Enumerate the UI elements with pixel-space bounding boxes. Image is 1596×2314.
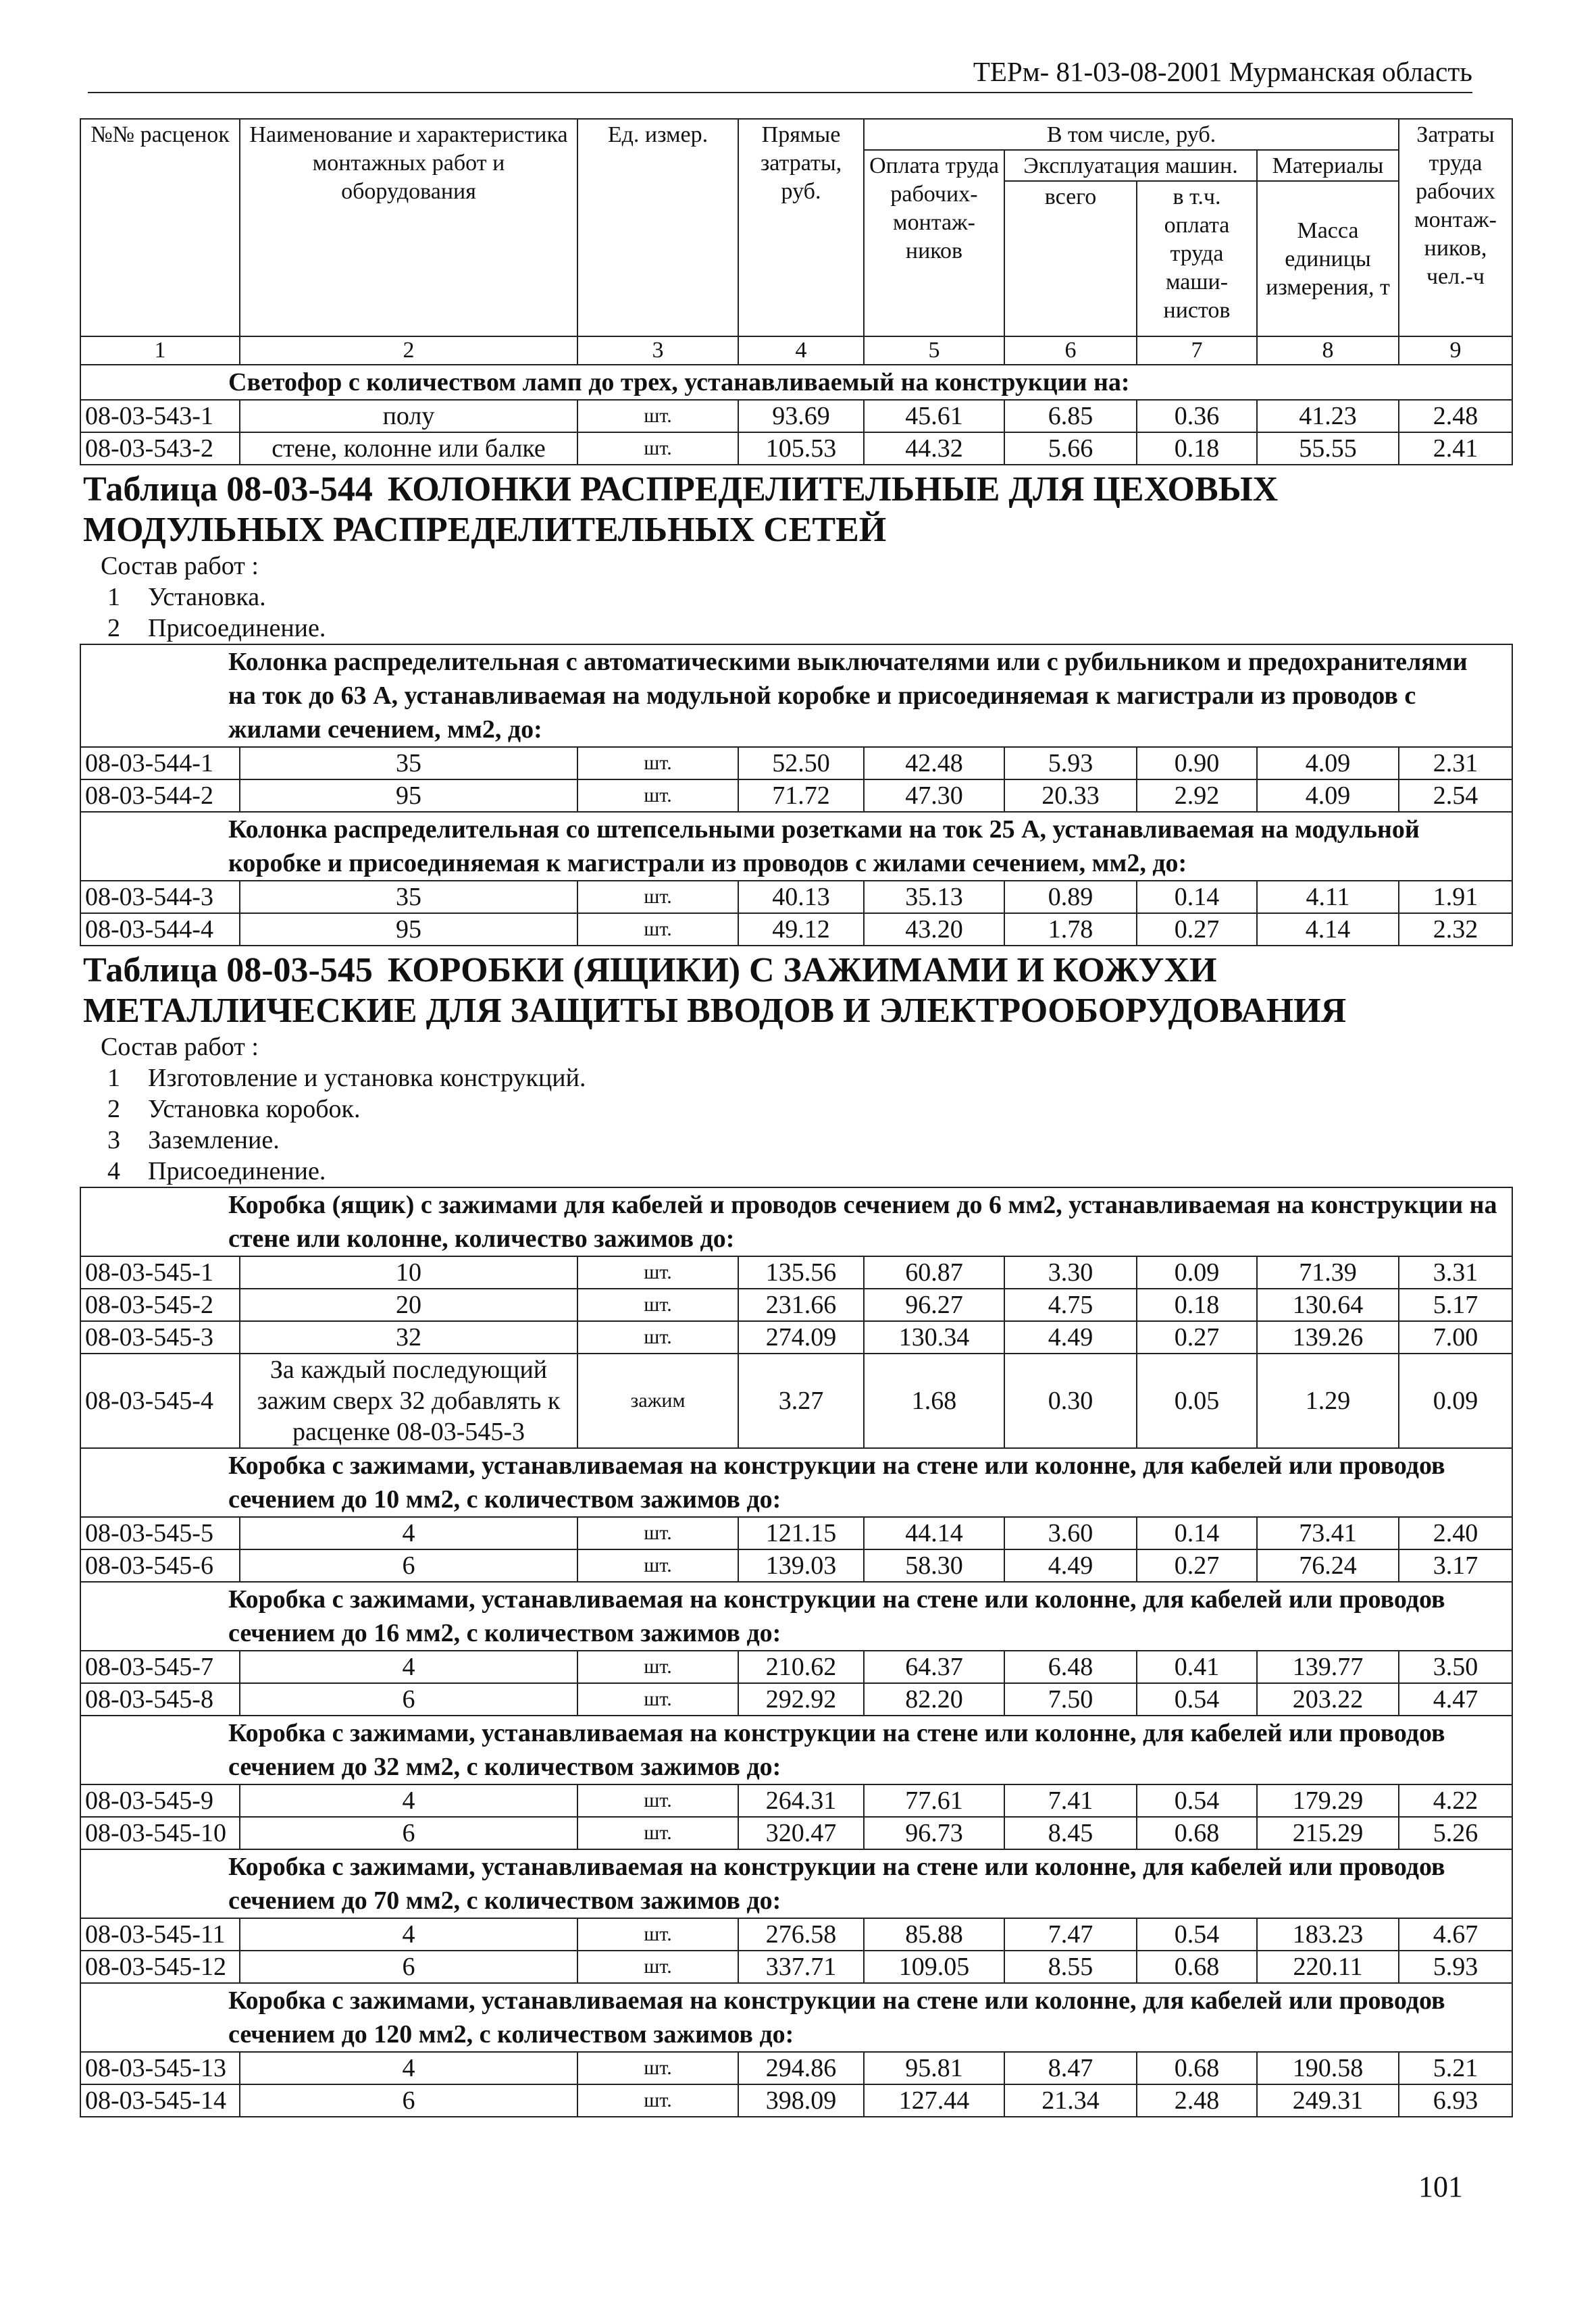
cell-machines-wages: 0.54 <box>1137 1784 1257 1817</box>
cell-machines-total: 6.48 <box>1004 1651 1137 1683</box>
section-heading: Коробка с зажимами, устанавливаемая на конструкции на стене или колонне, для кабелей или проводов сечением до 32 мм2, с количеством зажимов до: <box>80 1716 1512 1784</box>
price-table-sheet <box>80 118 1512 2117</box>
cell-wages: 96.27 <box>864 1289 1004 1321</box>
cell-labor-hours: 2.54 <box>1399 779 1512 812</box>
section-row <box>80 1716 1512 1784</box>
cell-unit: шт. <box>577 432 738 465</box>
cell-machines-wages: 0.14 <box>1137 1517 1257 1549</box>
cell-labor-hours: 2.32 <box>1399 913 1512 946</box>
section-heading: Коробка с зажимами, устанавливаемая на конструкции на стене или колонне, для кабелей или проводов сечением до 120 мм2, с количеством зажимов до: <box>80 1983 1512 2052</box>
cell-mass: 4.11 <box>1257 881 1399 913</box>
cell-mass: 139.77 <box>1257 1651 1399 1683</box>
cell-machines-wages: 2.48 <box>1137 2084 1257 2117</box>
section-row <box>80 1983 1512 2052</box>
column-number: 6 <box>1004 336 1137 365</box>
cell-unit: шт. <box>577 1683 738 1716</box>
cell-labor-hours: 3.17 <box>1399 1549 1512 1582</box>
cell-rate-code: 08-03-545-14 <box>80 2084 240 2117</box>
table-row <box>80 1517 1512 1549</box>
cell-rate-code: 08-03-544-2 <box>80 779 240 812</box>
cell-machines-total: 0.30 <box>1004 1354 1137 1448</box>
cell-unit: шт. <box>577 747 738 779</box>
section-row <box>80 1448 1512 1517</box>
cell-rate-code: 08-03-545-2 <box>80 1289 240 1321</box>
table-row <box>80 1951 1512 1983</box>
cell-work-name: 4 <box>240 1651 577 1683</box>
cell-direct-cost: 292.92 <box>738 1683 864 1716</box>
cell-mass: 190.58 <box>1257 2052 1399 2084</box>
table-row <box>80 1321 1512 1354</box>
cell-machines-total: 7.41 <box>1004 1784 1137 1817</box>
cell-machines-total: 5.93 <box>1004 747 1137 779</box>
cell-direct-cost: 264.31 <box>738 1784 864 1817</box>
cell-labor-hours: 0.09 <box>1399 1354 1512 1448</box>
cell-mass: 183.23 <box>1257 1918 1399 1951</box>
cell-direct-cost: 40.13 <box>738 881 864 913</box>
cell-mass: 4.09 <box>1257 747 1399 779</box>
cell-mass: 1.29 <box>1257 1354 1399 1448</box>
cell-labor-hours: 5.21 <box>1399 2052 1512 2084</box>
cell-work-name: 32 <box>240 1321 577 1354</box>
cell-labor-hours: 7.00 <box>1399 1321 1512 1354</box>
cell-rate-code: 08-03-543-2 <box>80 432 240 465</box>
cell-unit: шт. <box>577 1549 738 1582</box>
cell-wages: 85.88 <box>864 1918 1004 1951</box>
section-row <box>80 1849 1512 1918</box>
cell-unit: шт. <box>577 1817 738 1849</box>
cell-wages: 44.32 <box>864 432 1004 465</box>
cell-labor-hours: 4.22 <box>1399 1784 1512 1817</box>
cell-direct-cost: 49.12 <box>738 913 864 946</box>
table-544-title-row <box>80 465 1512 644</box>
cell-unit: зажим <box>577 1354 738 1448</box>
cell-labor-hours: 2.40 <box>1399 1517 1512 1549</box>
cell-direct-cost: 210.62 <box>738 1651 864 1683</box>
cell-machines-total: 8.47 <box>1004 2052 1137 2084</box>
cell-mass: 55.55 <box>1257 432 1399 465</box>
cell-unit: шт. <box>577 913 738 946</box>
cell-mass: 215.29 <box>1257 1817 1399 1849</box>
cell-work-name: 6 <box>240 1549 577 1582</box>
section-heading: Коробка с зажимами, устанавливаемая на конструкции на стене или колонне, для кабелей или проводов сечением до 16 мм2, с количеством зажимов до: <box>80 1582 1512 1651</box>
cell-labor-hours: 5.17 <box>1399 1289 1512 1321</box>
column-number: 2 <box>240 336 577 365</box>
cell-rate-code: 08-03-544-1 <box>80 747 240 779</box>
cell-mass: 249.31 <box>1257 2084 1399 2117</box>
cell-machines-total: 4.49 <box>1004 1549 1137 1582</box>
column-number: 4 <box>738 336 864 365</box>
price-table <box>80 118 1513 2117</box>
cell-wages: 82.20 <box>864 1683 1004 1716</box>
composition-item <box>80 1094 1512 1125</box>
cell-direct-cost: 231.66 <box>738 1289 864 1321</box>
cell-machines-total: 20.33 <box>1004 779 1137 812</box>
cell-wages: 127.44 <box>864 2084 1004 2117</box>
cell-machines-wages: 0.41 <box>1137 1651 1257 1683</box>
cell-wages: 43.20 <box>864 913 1004 946</box>
table-row <box>80 1784 1512 1817</box>
composition-number: 4 <box>107 1157 120 1185</box>
composition-text: Установка коробок. <box>148 1095 361 1123</box>
cell-rate-code: 08-03-545-9 <box>80 1784 240 1817</box>
cell-wages: 60.87 <box>864 1256 1004 1289</box>
column-number-row <box>80 336 1512 365</box>
cell-wages: 45.61 <box>864 400 1004 432</box>
composition-item <box>80 582 1512 613</box>
cell-machines-total: 8.55 <box>1004 1951 1137 1983</box>
cell-wages: 109.05 <box>864 1951 1004 1983</box>
cell-machines-wages: 0.68 <box>1137 1817 1257 1849</box>
cell-work-name: 35 <box>240 747 577 779</box>
cell-mass: 71.39 <box>1257 1256 1399 1289</box>
cell-mass: 179.29 <box>1257 1784 1399 1817</box>
cell-machines-wages: 0.90 <box>1137 747 1257 779</box>
composition-item <box>80 613 1512 644</box>
cell-unit: шт. <box>577 2084 738 2117</box>
composition-text: Заземление. <box>148 1126 280 1154</box>
section-row <box>80 812 1512 881</box>
cell-work-name: стене, колонне или балке <box>240 432 577 465</box>
composition-item <box>80 1125 1512 1156</box>
table-row <box>80 1918 1512 1951</box>
composition-text: Присоединение. <box>148 1157 326 1185</box>
cell-wages: 44.14 <box>864 1517 1004 1549</box>
composition-label: Состав работ : <box>101 552 259 580</box>
cell-wages: 42.48 <box>864 747 1004 779</box>
composition-item <box>80 1062 1512 1094</box>
cell-work-name: полу <box>240 400 577 432</box>
cell-mass: 220.11 <box>1257 1951 1399 1983</box>
cell-mass: 130.64 <box>1257 1289 1399 1321</box>
cell-labor-hours: 5.93 <box>1399 1951 1512 1983</box>
cell-rate-code: 08-03-545-1 <box>80 1256 240 1289</box>
column-number: 3 <box>577 336 738 365</box>
table-544-title-cell <box>80 465 1512 644</box>
cell-direct-cost: 93.69 <box>738 400 864 432</box>
cell-unit: шт. <box>577 400 738 432</box>
cell-unit: шт. <box>577 1951 738 1983</box>
cell-mass: 4.14 <box>1257 913 1399 946</box>
cell-unit: шт. <box>577 1289 738 1321</box>
cell-rate-code: 08-03-545-7 <box>80 1651 240 1683</box>
composition-number: 1 <box>107 583 120 611</box>
cell-work-name: 4 <box>240 2052 577 2084</box>
table-row <box>80 1683 1512 1716</box>
col-code-header: №№ расценок <box>80 119 240 336</box>
table-row <box>80 1651 1512 1683</box>
table-row <box>80 400 1512 432</box>
cell-direct-cost: 337.71 <box>738 1951 864 1983</box>
cell-wages: 77.61 <box>864 1784 1004 1817</box>
cell-work-name: 95 <box>240 779 577 812</box>
table-row <box>80 1549 1512 1582</box>
cell-machines-total: 3.30 <box>1004 1256 1137 1289</box>
table-row <box>80 1354 1512 1448</box>
section-heading: Коробка (ящик) с зажимами для кабелей и проводов сечением до 6 мм2, устанавливаемая на конструкции на стене или колонне, количество зажимов до: <box>80 1187 1512 1256</box>
cell-machines-wages: 0.68 <box>1137 2052 1257 2084</box>
composition-number: 2 <box>107 1095 120 1123</box>
cell-machines-total: 4.49 <box>1004 1321 1137 1354</box>
cell-machines-wages: 0.27 <box>1137 913 1257 946</box>
cell-work-name: 6 <box>240 1951 577 1983</box>
cell-machines-wages: 0.68 <box>1137 1951 1257 1983</box>
table-544-title-number: Таблица 08-03-544 <box>83 470 373 509</box>
table-row <box>80 2052 1512 2084</box>
cell-machines-total: 7.47 <box>1004 1918 1137 1951</box>
section-heading: Светофор с количеством ламп до трех, устанавливаемый на конструкции на: <box>80 365 1512 400</box>
cell-machines-wages: 0.05 <box>1137 1354 1257 1448</box>
col-direct-header: Прямые затраты, руб. <box>738 119 864 336</box>
col-incl-header: В том числе, руб. <box>864 119 1399 150</box>
cell-direct-cost: 71.72 <box>738 779 864 812</box>
page-number: 101 <box>1418 2170 1463 2203</box>
cell-direct-cost: 105.53 <box>738 432 864 465</box>
cell-machines-wages: 0.09 <box>1137 1256 1257 1289</box>
cell-machines-wages: 0.54 <box>1137 1918 1257 1951</box>
table-row <box>80 432 1512 465</box>
cell-machines-total: 0.89 <box>1004 881 1137 913</box>
cell-machines-total: 21.34 <box>1004 2084 1137 2117</box>
cell-wages: 35.13 <box>864 881 1004 913</box>
cell-wages: 130.34 <box>864 1321 1004 1354</box>
cell-rate-code: 08-03-545-5 <box>80 1517 240 1549</box>
table-row <box>80 1817 1512 1849</box>
col-wages-header: Оплата труда рабочих-монтаж-ников <box>864 150 1004 336</box>
table-544-title-text: КОЛОНКИ РАСПРЕДЕЛИТЕЛЬНЫЕ ДЛЯ ЦЕХОВЫХ МОДУЛЬНЫХ РАСПРЕДЕЛИТЕЛЬНЫХ СЕТЕЙ <box>83 470 1279 549</box>
cell-rate-code: 08-03-545-12 <box>80 1951 240 1983</box>
cell-labor-hours: 3.31 <box>1399 1256 1512 1289</box>
section-heading: Коробка с зажимами, устанавливаемая на конструкции на стене или колонне, для кабелей или проводов сечением до 70 мм2, с количеством зажимов до: <box>80 1849 1512 1918</box>
col-machines-header: Эксплуатация машин. <box>1004 150 1257 181</box>
table-545-title-text: КОРОБКИ (ЯЩИКИ) С ЗАЖИМАМИ И КОЖУХИ МЕТАЛЛИЧЕСКИЕ ДЛЯ ЗАЩИТЫ ВВОДОВ И ЭЛЕКТРООБОРУДОВАНИЯ <box>83 951 1347 1030</box>
cell-work-name: 4 <box>240 1517 577 1549</box>
cell-machines-wages: 0.54 <box>1137 1683 1257 1716</box>
column-number: 1 <box>80 336 240 365</box>
col-labor-header: Затраты труда рабочих монтаж-ников, чел.-ч <box>1399 119 1512 336</box>
cell-rate-code: 08-03-545-4 <box>80 1354 240 1448</box>
cell-unit: шт. <box>577 779 738 812</box>
table-545-title-cell <box>80 946 1512 1187</box>
cell-mass: 4.09 <box>1257 779 1399 812</box>
cell-work-name: 6 <box>240 2084 577 2117</box>
cell-rate-code: 08-03-545-13 <box>80 2052 240 2084</box>
table-row <box>80 779 1512 812</box>
cell-mass: 73.41 <box>1257 1517 1399 1549</box>
column-number: 8 <box>1257 336 1399 365</box>
cell-work-name: 10 <box>240 1256 577 1289</box>
cell-direct-cost: 121.15 <box>738 1517 864 1549</box>
cell-unit: шт. <box>577 1784 738 1817</box>
cell-machines-total: 3.60 <box>1004 1517 1137 1549</box>
composition-label: Состав работ : <box>101 1033 259 1061</box>
section-row <box>80 644 1512 747</box>
section-heading: Колонка распределительная с автоматическими выключателями или с рубильником и предохранителями на ток до 63 А, устанавливаемая на модульной коробке и присоединяемая к магистрали из проводов с жилами сечением, мм2, до: <box>80 644 1512 747</box>
cell-labor-hours: 4.47 <box>1399 1683 1512 1716</box>
table-row <box>80 747 1512 779</box>
cell-work-name: 4 <box>240 1784 577 1817</box>
col-machines-wages-header: в т.ч. оплата труда маши-нистов <box>1137 181 1257 336</box>
cell-direct-cost: 139.03 <box>738 1549 864 1582</box>
composition-text: Установка. <box>148 583 266 611</box>
table-545-title <box>80 946 1512 1031</box>
col-unit-header: Ед. измер. <box>577 119 738 336</box>
cell-machines-total: 4.75 <box>1004 1289 1137 1321</box>
section-row <box>80 365 1512 400</box>
cell-rate-code: 08-03-545-3 <box>80 1321 240 1354</box>
cell-unit: шт. <box>577 881 738 913</box>
cell-work-name: 95 <box>240 913 577 946</box>
cell-rate-code: 08-03-543-1 <box>80 400 240 432</box>
cell-mass: 76.24 <box>1257 1549 1399 1582</box>
cell-machines-total: 6.85 <box>1004 400 1137 432</box>
table-row <box>80 1256 1512 1289</box>
cell-rate-code: 08-03-545-6 <box>80 1549 240 1582</box>
cell-work-name: 20 <box>240 1289 577 1321</box>
cell-wages: 95.81 <box>864 2052 1004 2084</box>
cell-wages: 47.30 <box>864 779 1004 812</box>
cell-rate-code: 08-03-545-8 <box>80 1683 240 1716</box>
composition-number: 3 <box>107 1126 120 1154</box>
cell-work-name: За каждый последующий зажим сверх 32 добавлять к расценке 08-03-545-3 <box>240 1354 577 1448</box>
cell-rate-code: 08-03-544-4 <box>80 913 240 946</box>
table-545-title-row <box>80 946 1512 1187</box>
cell-wages: 58.30 <box>864 1549 1004 1582</box>
cell-unit: шт. <box>577 2052 738 2084</box>
column-number: 5 <box>864 336 1004 365</box>
composition-item <box>80 1156 1512 1187</box>
composition-number: 2 <box>107 614 120 642</box>
cell-machines-wages: 0.18 <box>1137 432 1257 465</box>
cell-machines-wages: 0.18 <box>1137 1289 1257 1321</box>
cell-direct-cost: 274.09 <box>738 1321 864 1354</box>
cell-direct-cost: 294.86 <box>738 2052 864 2084</box>
col-machines-total-header: всего <box>1004 181 1137 336</box>
cell-labor-hours: 3.50 <box>1399 1651 1512 1683</box>
table-row <box>80 913 1512 946</box>
table-545-title-number: Таблица 08-03-545 <box>83 951 373 989</box>
col-mass-header: Масса единицы измерения, т <box>1257 181 1399 336</box>
cell-work-name: 4 <box>240 1918 577 1951</box>
cell-machines-total: 1.78 <box>1004 913 1137 946</box>
table-row <box>80 881 1512 913</box>
cell-machines-wages: 0.27 <box>1137 1549 1257 1582</box>
cell-labor-hours: 2.48 <box>1399 400 1512 432</box>
header-row-1 <box>80 119 1512 150</box>
section-row <box>80 1187 1512 1256</box>
cell-unit: шт. <box>577 1256 738 1289</box>
composition-text: Присоединение. <box>148 614 326 642</box>
cell-labor-hours: 5.26 <box>1399 1817 1512 1849</box>
col-materials-header: Материалы <box>1257 150 1399 181</box>
running-header: ТЕРм- 81-03-08-2001 Мурманская область <box>88 53 1472 93</box>
cell-machines-wages: 0.14 <box>1137 881 1257 913</box>
cell-labor-hours: 2.31 <box>1399 747 1512 779</box>
cell-labor-hours: 4.67 <box>1399 1918 1512 1951</box>
cell-machines-total: 7.50 <box>1004 1683 1137 1716</box>
cell-unit: шт. <box>577 1517 738 1549</box>
cell-mass: 139.26 <box>1257 1321 1399 1354</box>
cell-direct-cost: 3.27 <box>738 1354 864 1448</box>
table-544-title <box>80 465 1512 550</box>
cell-wages: 1.68 <box>864 1354 1004 1448</box>
cell-machines-total: 8.45 <box>1004 1817 1137 1849</box>
cell-rate-code: 08-03-544-3 <box>80 881 240 913</box>
cell-direct-cost: 398.09 <box>738 2084 864 2117</box>
cell-mass: 41.23 <box>1257 400 1399 432</box>
cell-wages: 64.37 <box>864 1651 1004 1683</box>
cell-rate-code: 08-03-545-10 <box>80 1817 240 1849</box>
cell-labor-hours: 6.93 <box>1399 2084 1512 2117</box>
cell-work-name: 6 <box>240 1817 577 1849</box>
cell-machines-wages: 2.92 <box>1137 779 1257 812</box>
cell-rate-code: 08-03-545-11 <box>80 1918 240 1951</box>
column-number: 7 <box>1137 336 1257 365</box>
cell-unit: шт. <box>577 1321 738 1354</box>
cell-labor-hours: 1.91 <box>1399 881 1512 913</box>
cell-unit: шт. <box>577 1918 738 1951</box>
cell-machines-wages: 0.36 <box>1137 400 1257 432</box>
cell-unit: шт. <box>577 1651 738 1683</box>
cell-mass: 203.22 <box>1257 1683 1399 1716</box>
section-heading: Колонка распределительная со штепсельными розетками на ток 25 А, устанавливаемая на модульной коробке и присоединяемая к магистрали из проводов с жилами сечением, мм2, до: <box>80 812 1512 881</box>
table-row <box>80 2084 1512 2117</box>
section-row <box>80 1582 1512 1651</box>
composition-text: Изготовление и установка конструкций. <box>148 1064 586 1092</box>
cell-work-name: 6 <box>240 1683 577 1716</box>
cell-wages: 96.73 <box>864 1817 1004 1849</box>
cell-machines-wages: 0.27 <box>1137 1321 1257 1354</box>
cell-machines-total: 5.66 <box>1004 432 1137 465</box>
cell-direct-cost: 135.56 <box>738 1256 864 1289</box>
cell-work-name: 35 <box>240 881 577 913</box>
section-heading: Коробка с зажимами, устанавливаемая на конструкции на стене или колонне, для кабелей или проводов сечением до 10 мм2, с количеством зажимов до: <box>80 1448 1512 1517</box>
table-row <box>80 1289 1512 1321</box>
cell-labor-hours: 2.41 <box>1399 432 1512 465</box>
column-number: 9 <box>1399 336 1512 365</box>
cell-direct-cost: 320.47 <box>738 1817 864 1849</box>
cell-direct-cost: 276.58 <box>738 1918 864 1951</box>
cell-direct-cost: 52.50 <box>738 747 864 779</box>
composition-number: 1 <box>107 1064 120 1092</box>
col-name-header: Наименование и характеристика монтажных работ и оборудования <box>240 119 577 336</box>
